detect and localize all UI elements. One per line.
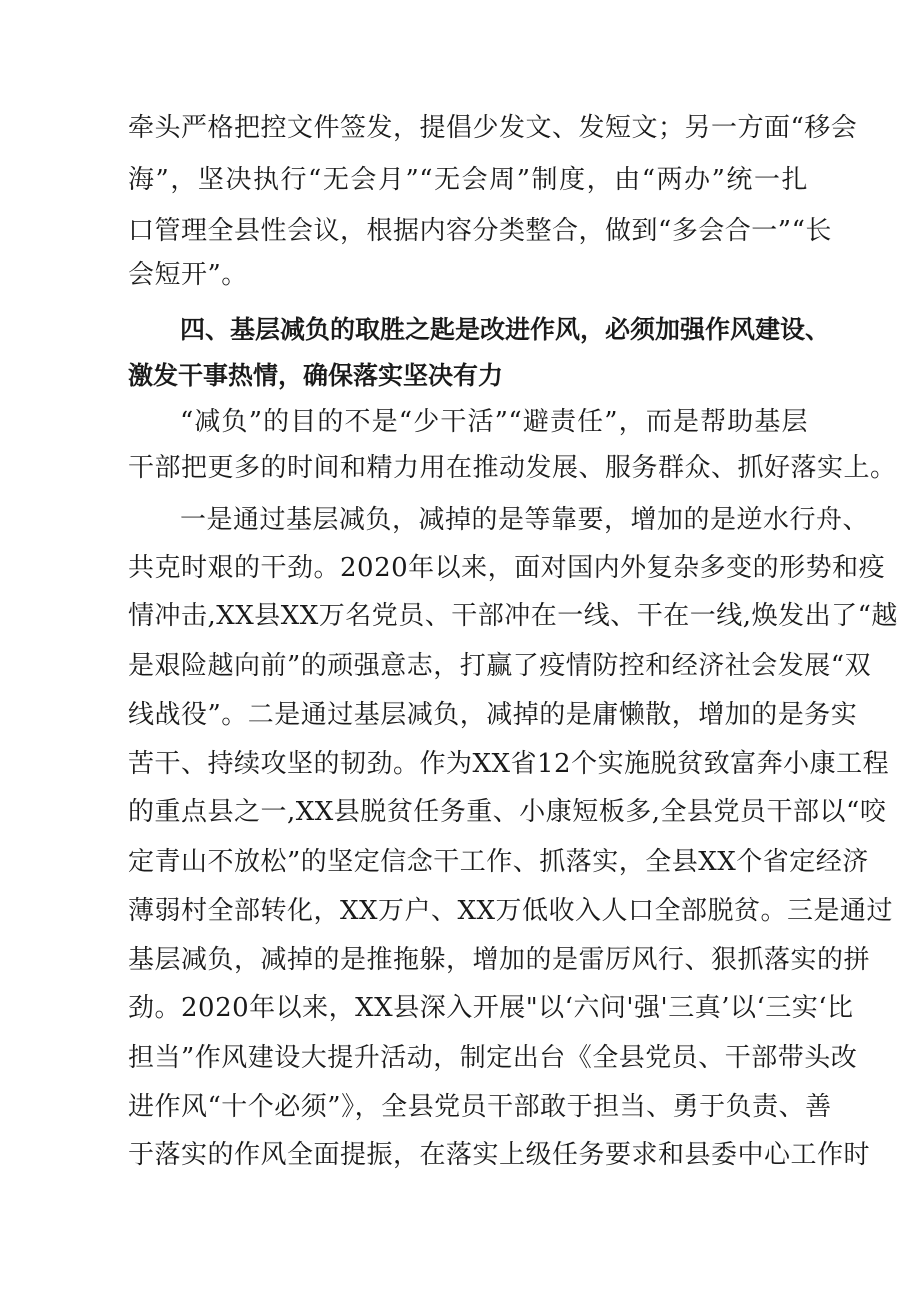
text-line: 口管理全县性会议，根据内容分类整合，做到“多会合一”“长 (128, 216, 832, 246)
text-line: 线战役”。二是通过基层减负，减掉的是庸懒散，增加的是务实 (128, 700, 858, 730)
text-line: 情冲击,XX县XX万名党员、干部冲在一线、干在一线,焕发出了“越 (128, 601, 898, 631)
text-line: 进作风“十个必须”》，全县党员干部敢于担当、勇于负责、善 (128, 1092, 832, 1122)
text-line: 基层减负，减掉的是推拖躲，增加的是雷厉风行、狠抓落实的拼 (128, 945, 871, 975)
heading-line: 激发干事热情，确保落实坚决有力 (128, 361, 504, 390)
text-line: 于落实的作风全面提振，在落实上级任务要求和县委中心工作时 (128, 1140, 871, 1170)
text-line: 一是通过基层减负，减掉的是等靠要，增加的是逆水行舟、 (180, 505, 870, 535)
text-line: 共克时艰的干劲。2020年以来，面对国内外复杂多变的形势和疫 (128, 553, 886, 583)
text-line: 会短开”。 (128, 260, 248, 290)
text-line: “减负”的目的不是“少干活”“避责任”，而是帮助基层 (180, 407, 808, 437)
text-line: 是艰险越向前”的顽强意志，打赢了疫情防控和经济社会发展“双 (128, 651, 872, 681)
text-line: 担当”作风建设大提升活动，制定出台《全县党员、干部带头改 (128, 1043, 858, 1073)
text-line: 苦干、持续攻坚的韧劲。作为XX省12个实施脱贫致富奔小康工程 (128, 749, 890, 779)
heading-line: 四、基层减负的取胜之匙是改进作风，必须加强作风建设、 (180, 315, 831, 344)
text-line: 海”，坚决执行“无会月”“无会周”制度，由“两办”统一扎 (128, 165, 808, 195)
text-line: 牵头严格把控文件签发，提倡少发文、发短文；另一方面“移会 (128, 113, 858, 143)
text-line: 干部把更多的时间和精力用在推动发展、服务群众、抓好落实上。 (128, 453, 897, 483)
text-line: 薄弱村全部转化，XX万户、XX万低收入人口全部脱贫。三是通过 (128, 896, 894, 926)
text-line: 定青山不放松”的坚定信念干工作、抓落实，全县XX个省定经济 (128, 847, 869, 877)
text-line: 劲。2020年以来，XX县深入开展"以‘六问'强'三真’以‘三实‘比 (128, 993, 854, 1023)
text-line: 的重点县之一,XX县脱贫任务重、小康短板多,全县党员干部以“咬 (128, 797, 887, 827)
